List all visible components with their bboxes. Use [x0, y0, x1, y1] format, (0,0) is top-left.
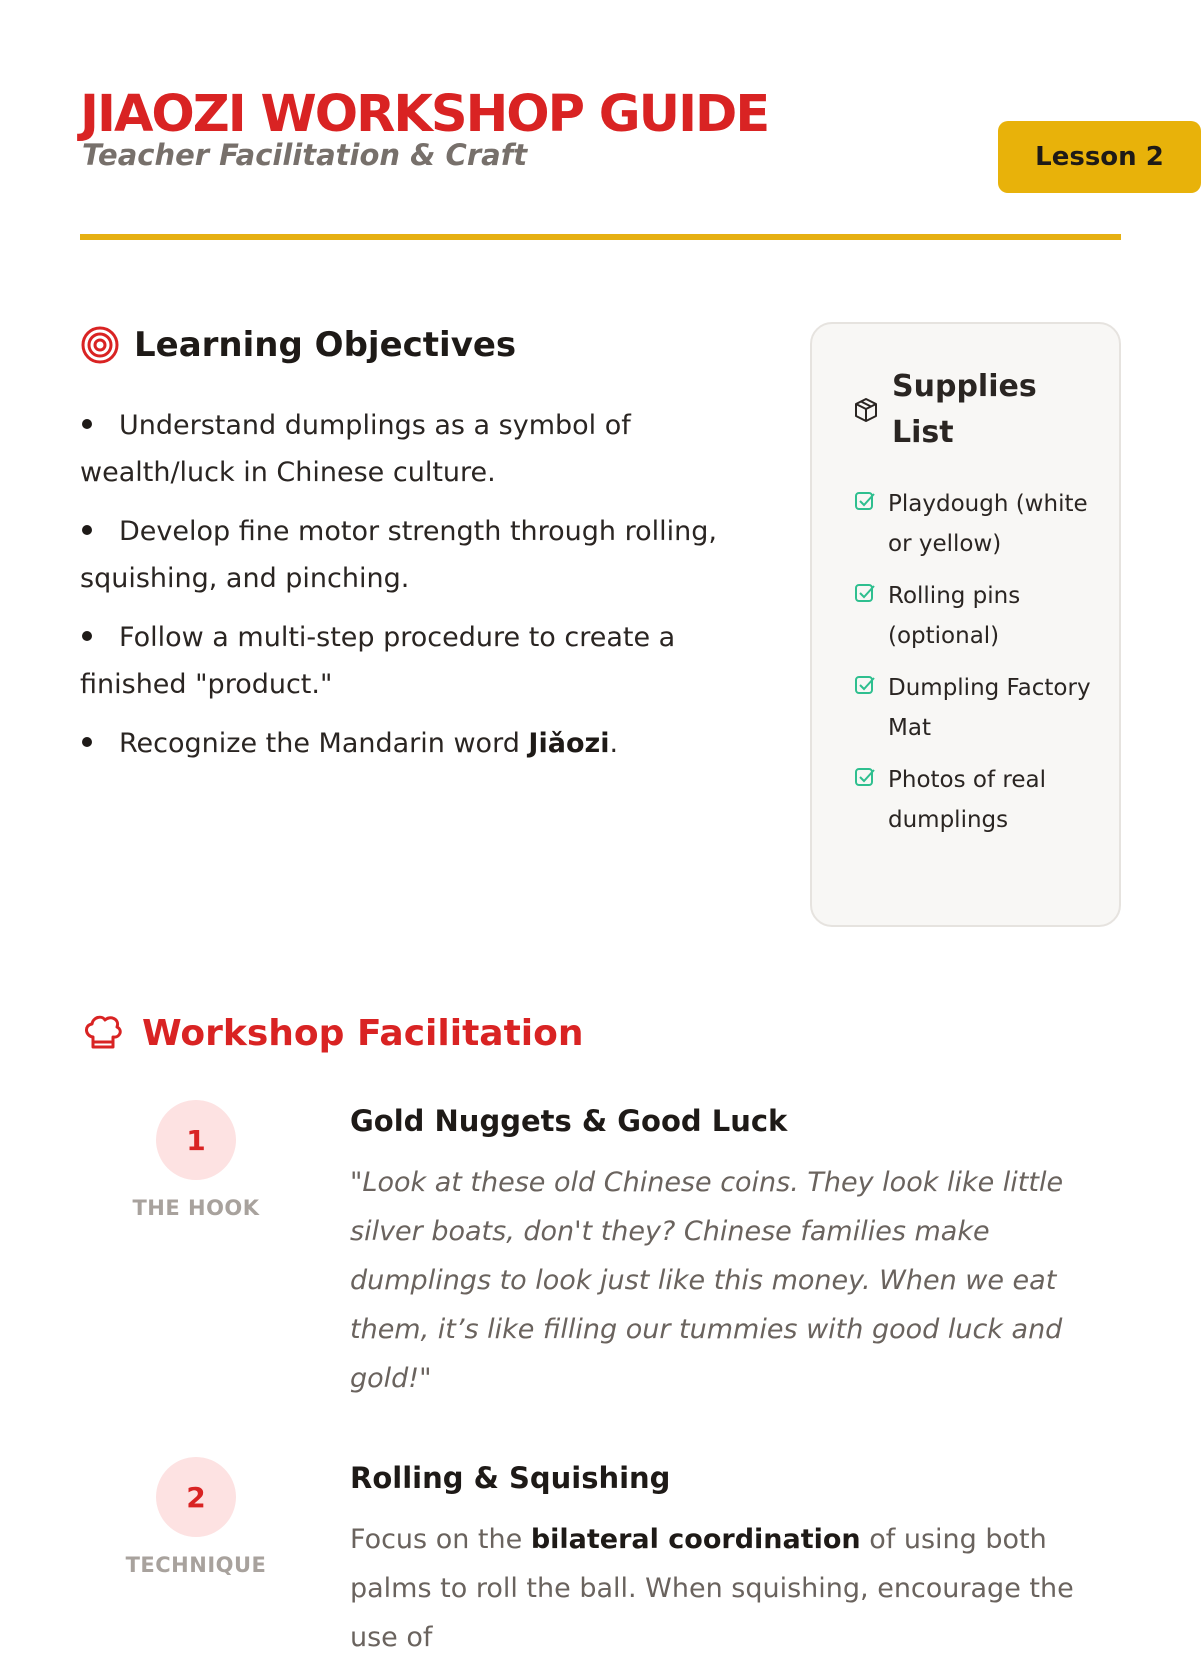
list-item: Dumpling Factory Mat — [854, 668, 1094, 748]
chef-hat-icon — [80, 1010, 126, 1056]
list-item: Photos of real dumplings — [854, 760, 1094, 840]
step-text: "Look at these old Chinese coins. They look like little silver boats, don't they? Chinese families make dumplings to look just like this money. When we eat them, it’s like filling our tummies with good luck and gold!" — [350, 1167, 1064, 1394]
step-tag: TECHNIQUE — [125, 1553, 267, 1577]
objectives-list — [80, 402, 740, 779]
list-item: Playdough (white or yellow) — [854, 484, 1094, 564]
step-tag: THE HOOK — [132, 1196, 260, 1220]
checkbox-checked-icon — [854, 674, 876, 696]
supplies-card — [810, 322, 1121, 927]
checkbox-checked-icon — [854, 582, 876, 604]
list-item: Develop fine motor strength through rolling, squishing, and pinching. — [80, 516, 717, 594]
checkbox-checked-icon — [854, 766, 876, 788]
list-item: Follow a multi-step procedure to create a finished "product." — [80, 622, 676, 700]
list-item: Recognize the Mandarin word Jiǎozi. — [80, 720, 740, 767]
list-item: Rolling pins (optional) — [854, 576, 1094, 656]
supplies-list — [854, 484, 1094, 852]
supplies-heading — [852, 364, 1052, 456]
package-icon — [852, 396, 880, 424]
page-header — [80, 85, 1164, 172]
facilitation-title: Workshop Facilitation — [142, 1012, 584, 1054]
step-number-badge: 2 — [156, 1457, 236, 1537]
step-number-badge: 1 — [156, 1100, 236, 1180]
mandarin-term: Jiǎozi — [528, 728, 610, 759]
supplies-title: Supplies List — [892, 369, 1037, 450]
lesson-badge: Lesson 2 — [998, 121, 1201, 193]
facilitation-heading — [80, 1010, 584, 1056]
page-subtitle: Teacher Facilitation & Craft — [82, 138, 528, 172]
step-text: Focus on the bilateral coordination of using both palms to roll the ball. When squishing, encourage the use of — [350, 1524, 1074, 1653]
step-heading: Rolling & Squishing — [350, 1461, 671, 1495]
step-heading: Gold Nuggets & Good Luck — [350, 1104, 788, 1138]
page-title: JIAOZI WORKSHOP GUIDE — [80, 85, 769, 144]
header-divider — [80, 234, 1121, 240]
checkbox-checked-icon — [854, 490, 876, 512]
emphasis-term: bilateral coordination — [530, 1524, 861, 1555]
list-item: Understand dumplings as a symbol of wealth/luck in Chinese culture. — [80, 410, 631, 488]
objectives-title: Learning Objectives — [134, 325, 517, 365]
target-icon — [80, 325, 120, 365]
objectives-heading — [80, 325, 516, 365]
